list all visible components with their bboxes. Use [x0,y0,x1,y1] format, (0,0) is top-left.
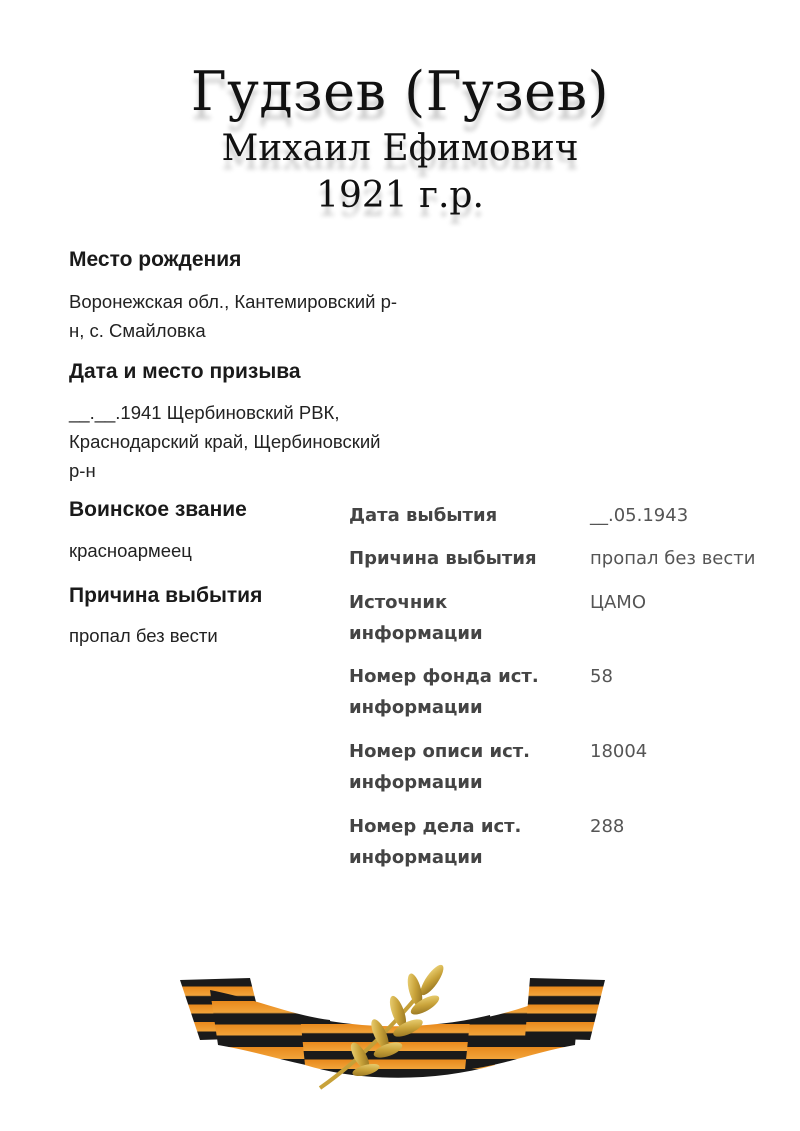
conscription-line-3: р-н [69,460,96,481]
details-label [349,736,579,798]
birthplace-line-1: Воронежская обл., Кантемировский р- [69,291,398,312]
details-label [349,587,579,649]
birthplace-heading: Место рождения [69,248,242,271]
rank-heading: Воинское звание [69,498,247,521]
details-value: пропал без вести [590,548,756,569]
st-george-ribbon-icon [170,960,620,1100]
details-value: ЦАМО [590,592,646,613]
details-value: 58 [590,666,613,687]
details-label-line: Источник [349,592,448,613]
details-value: __.05.1943 [590,505,689,526]
conscription-value [69,398,499,485]
given-names-heading: Михаил Ефимович [221,128,579,169]
details-value: 288 [590,816,625,837]
details-label-line: Номер описи ист. [349,741,531,762]
birthplace-value [69,287,499,345]
surname-heading: Гудзев (Гузев) [190,60,610,123]
title-block [0,0,800,230]
ribbon-graphic [170,960,620,1100]
details-label-line: информации [349,772,483,793]
rank-value: красноармеец [69,540,192,561]
details-label-line: Номер фонда ист. [349,666,539,687]
details-label-line: Номер дела ист. [349,816,522,837]
details-label [349,811,579,873]
conscription-heading: Дата и место призыва [69,360,301,383]
details-label-line: Причина выбытия [349,548,537,569]
details-label-line: информации [349,697,483,718]
details-label [349,543,579,574]
conscription-line-2: Краснодарский край, Щербиновский [69,431,381,452]
departure-reason-heading: Причина выбытия [69,584,263,607]
birth-year-heading: 1921 г.р. [316,175,484,216]
details-label-line: Дата выбытия [349,505,498,526]
details-label [349,661,579,723]
departure-reason-value: пропал без вести [69,625,218,646]
details-label-line: информации [349,847,483,868]
details-value: 18004 [590,741,648,762]
details-label-line: информации [349,623,483,644]
ribbon-right-end [525,978,605,1040]
conscription-line-1: __.__.1941 Щербиновский РВК, [69,402,340,423]
details-label [349,500,579,531]
birthplace-line-2: н, с. Смайловка [69,320,206,341]
